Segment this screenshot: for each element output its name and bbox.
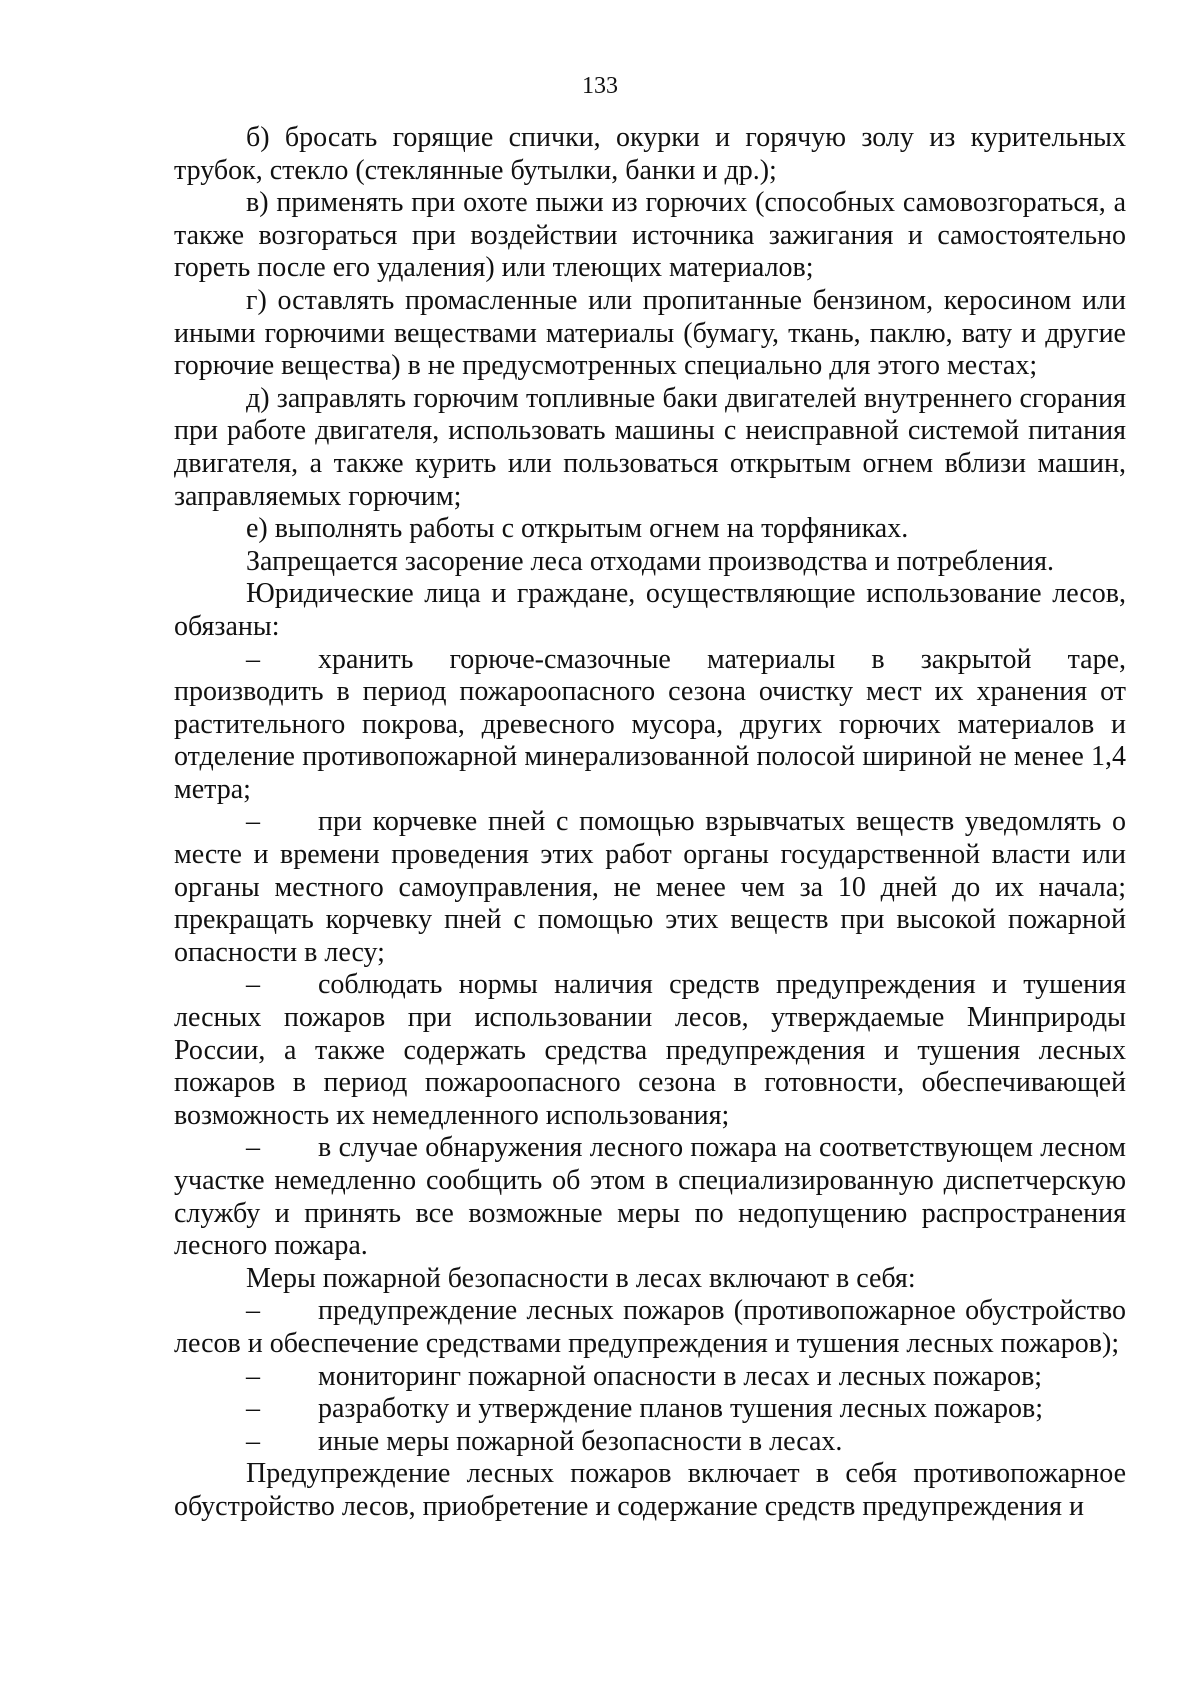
paragraph-text: иные меры пожарной безопасности в лесах. [318,1425,843,1457]
list-item [174,1426,1126,1459]
paragraph [174,513,1126,546]
list-item [174,1295,1126,1360]
list-dash: – [246,1425,260,1457]
list-dash: – [246,1393,260,1425]
list-dash: – [246,1295,260,1327]
paragraph-text: в) применять при охоте пыжи из горючих (способных самовозгораться, а также возгораться при воздействии источника зажигания и самостоятельно гореть после его удаления) или тлеющих материалов; [174,187,1126,284]
paragraph-text: соблюдать нормы наличия средств предупреждения и тушения лесных пожаров при использовании лесов, утверждаемые Минприроды России, а также содержать средства предупреждения и тушения лесных пожаров в период пожароопасного сезона в готовности, обеспечивающей возможность их немедленного использования; [174,969,1126,1131]
list-item [174,1361,1126,1394]
paragraph-text: Запрещается засорение леса отходами производства и потребления. [246,545,1055,577]
list-item [174,806,1126,969]
paragraph-text: хранить горюче-смазочные материалы в закрытой таре, производить в период пожароопасного сезона очистку мест их хранения от растительного покрова, древесного мусора, других горючих материалов и отделение противопожарной минерализованной полосой шириной не менее 1,4 метра; [174,643,1126,805]
paragraph-text: мониторинг пожарной опасности в лесах и лесных пожаров; [318,1360,1043,1392]
paragraph-text: разработку и утверждение планов тушения лесных пожаров; [318,1393,1044,1425]
list-item [174,969,1126,1132]
list-dash: – [246,1132,260,1164]
paragraph-text: Меры пожарной безопасности в лесах включают в себя: [246,1262,916,1294]
paragraph [174,187,1126,285]
paragraph [174,1263,1126,1296]
paragraph-text: е) выполнять работы с открытым огнем на торфяниках. [246,513,909,545]
document-body [174,122,1126,1524]
list-dash: – [246,806,260,838]
list-dash: – [246,969,260,1001]
paragraph-text: Предупреждение лесных пожаров включает в себя противопожарное обустройство лесов, приобретение и содержание средств предупреждения и [174,1458,1126,1522]
paragraph [174,383,1126,513]
paragraph [174,578,1126,643]
paragraph-text: б) бросать горящие спички, окурки и горячую золу из курительных трубок, стекло (стеклянные бутылки, банки и др.); [174,122,1126,186]
page-number: 133 [582,73,618,99]
paragraph-text: предупреждение лесных пожаров (противопожарное обустройство лесов и обеспечение средствами предупреждения и тушения лесных пожаров); [174,1295,1126,1359]
paragraph-text: д) заправлять горючим топливные баки двигателей внутреннего сгорания при работе двигателя, использовать машины с неисправной системой питания двигателя, а также курить или пользоваться открытым огнем вблизи машин, заправляемых горючим; [174,382,1126,512]
paragraph-text: г) оставлять промасленные или пропитанные бензином, керосином или иными горючими веществами материалы (бумагу, ткань, паклю, вату и другие горючие вещества) в не предусмотренных специально для этого местах; [174,284,1126,382]
paragraph-text: при корчевке пней с помощью взрывчатых веществ уведомлять о месте и времени проведения этих работ органы государственной власти или органы местного самоуправления, не менее чем за 10 дней до их начала; прекращать корчевку пней с помощью этих веществ при высокой пожарной опасности в лесу; [174,806,1126,968]
paragraph [174,546,1126,579]
list-item [174,644,1126,807]
list-dash: – [246,643,260,675]
list-item [174,1132,1126,1262]
list-item [174,1393,1126,1426]
paragraph [174,122,1126,187]
paragraph [174,1458,1126,1523]
paragraph [174,285,1126,383]
paragraph-text: в случае обнаружения лесного пожара на соответствующем лесном участке немедленно сообщить об этом в специализированную диспетчерскую службу и принять все возможные меры по недопущению распространения лесного пожара. [174,1132,1126,1262]
paragraph-text: Юридические лица и граждане, осуществляющие использование лесов, обязаны: [174,578,1126,642]
list-dash: – [246,1360,260,1392]
